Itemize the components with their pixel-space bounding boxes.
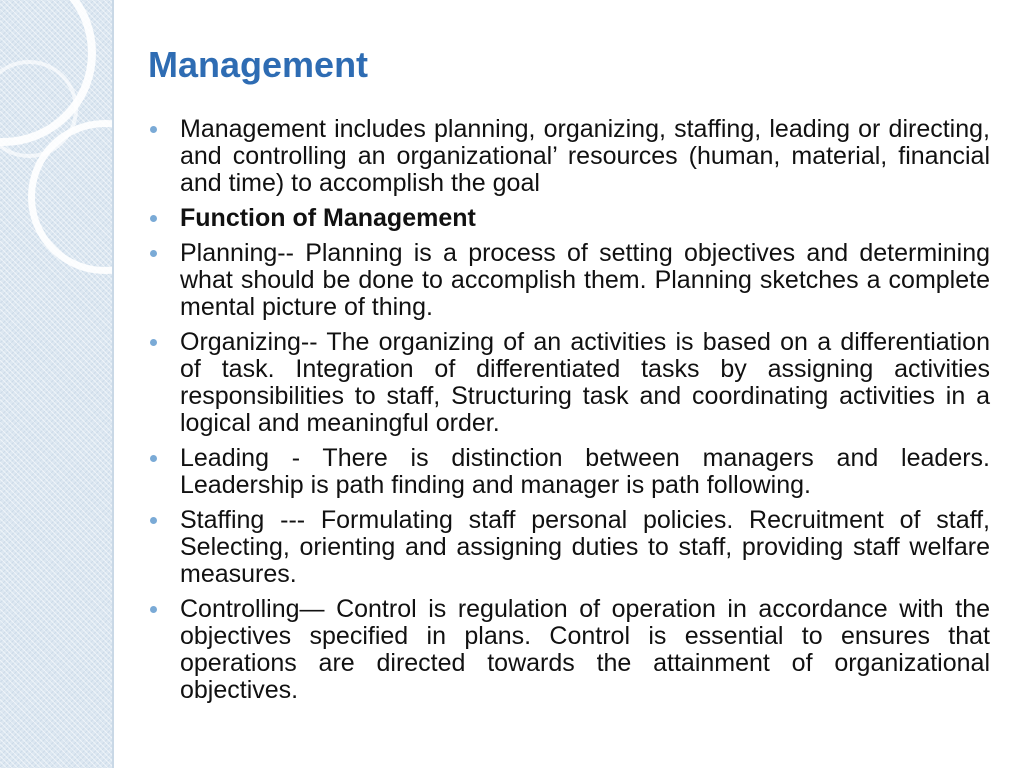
bullet-list xyxy=(148,116,990,712)
bullet-marker-icon xyxy=(150,250,157,257)
bullet-item xyxy=(148,596,990,704)
bullet-item xyxy=(148,445,990,499)
decorative-side-panel xyxy=(0,0,113,768)
bullet-item xyxy=(148,329,990,437)
bullet-text: Management includes planning, organizing, staffing, leading or directing, and controlling an organizational’ resources (human, material, financial and time) to accomplish the goal xyxy=(180,115,990,197)
bullet-text: Leading - There is distinction between managers and leaders. Leadership is path finding and manager is path following. xyxy=(180,444,990,499)
bullet-text: Controlling— Control is regulation of operation in accordance with the objectives specified in plans. Control is essential to ensures that operations are directed towards the attainment of organizational objectives. xyxy=(180,595,990,704)
bullet-text: Staffing --- Formulating staff personal policies. Recruitment of staff, Selecting, orienting and assigning duties to staff, providing staff welfare measures. xyxy=(180,506,990,588)
bullet-text: Organizing-- The organizing of an activities is based on a differentiation of task. Integration of differentiated tasks by assigning activities responsibilities to staff, Structuring task and coordinating activities in a logical and meaningful order. xyxy=(180,328,990,437)
bullet-marker-icon xyxy=(150,517,157,524)
bullet-item xyxy=(148,507,990,588)
panel-divider xyxy=(112,0,114,768)
bullet-marker-icon xyxy=(150,126,157,133)
bullet-marker-icon xyxy=(150,215,157,222)
bullet-marker-icon xyxy=(150,339,157,346)
bullet-marker-icon xyxy=(150,455,157,462)
bullet-text: Planning-- Planning is a process of setting objectives and determining what should be done to accomplish them. Planning sketches a complete mental picture of thing. xyxy=(180,239,990,321)
bullet-text: Function of Management xyxy=(180,204,476,232)
bullet-marker-icon xyxy=(150,606,157,613)
bullet-item xyxy=(148,116,990,197)
slide-title: Management xyxy=(148,44,369,85)
bullet-item xyxy=(148,240,990,321)
bullet-item xyxy=(148,205,990,232)
